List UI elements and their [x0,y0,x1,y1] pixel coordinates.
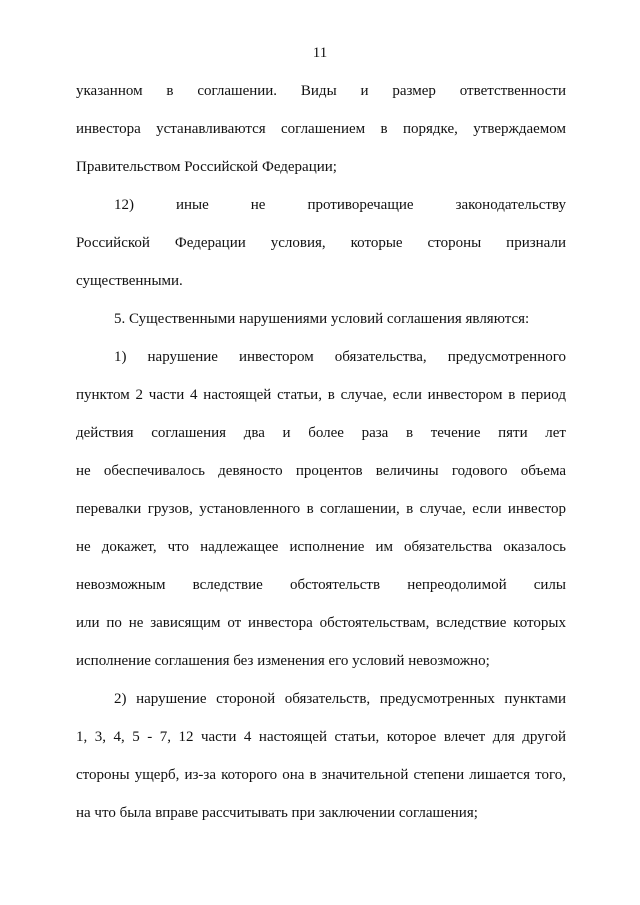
text-line: не обеспечивалось девяносто процентов величины годового объема [76,463,566,479]
text-line: или по не зависящим от инвестора обстоятельствам, вследствие которых [76,615,566,631]
text-line: действия соглашения два и более раза в течение пяти лет [76,425,566,441]
text-line: 1) нарушение инвестором обязательства, предусмотренного [114,349,566,365]
text-line: указанном в соглашении. Виды и размер ответственности [76,83,566,99]
text-line: 2) нарушение стороной обязательств, предусмотренных пунктами [114,691,566,707]
text-line: на что была вправе рассчитывать при заключении соглашения; [76,805,478,821]
text-line: существенными. [76,273,183,289]
text-line: стороны ущерб, из-за которого она в значительной степени лишается того, [76,767,566,783]
page-number: 11 [312,45,328,61]
text-line: невозможным вследствие обстоятельств непреодолимой силы [76,577,566,593]
text-line: инвестора устанавливаются соглашением в порядке, утверждаемом [76,121,566,137]
text-line: перевалки грузов, установленного в соглашении, в случае, если инвестор [76,501,566,517]
text-line: Правительством Российской Федерации; [76,159,337,175]
text-line: Российской Федерации условия, которые стороны признали [76,235,566,251]
document-body [76,80,566,840]
text-line: пунктом 2 части 4 настоящей статьи, в случае, если инвестором в период [76,387,566,403]
text-line: исполнение соглашения без изменения его условий невозможно; [76,653,490,669]
text-line: 1, 3, 4, 5 - 7, 12 части 4 настоящей статьи, которое влечет для другой [76,729,566,745]
text-line: 5. Существенными нарушениями условий соглашения являются: [114,311,530,327]
text-line: не докажет, что надлежащее исполнение им обязательства оказалось [76,539,566,555]
text-line: 12) иные не противоречащие законодательству [114,197,566,213]
